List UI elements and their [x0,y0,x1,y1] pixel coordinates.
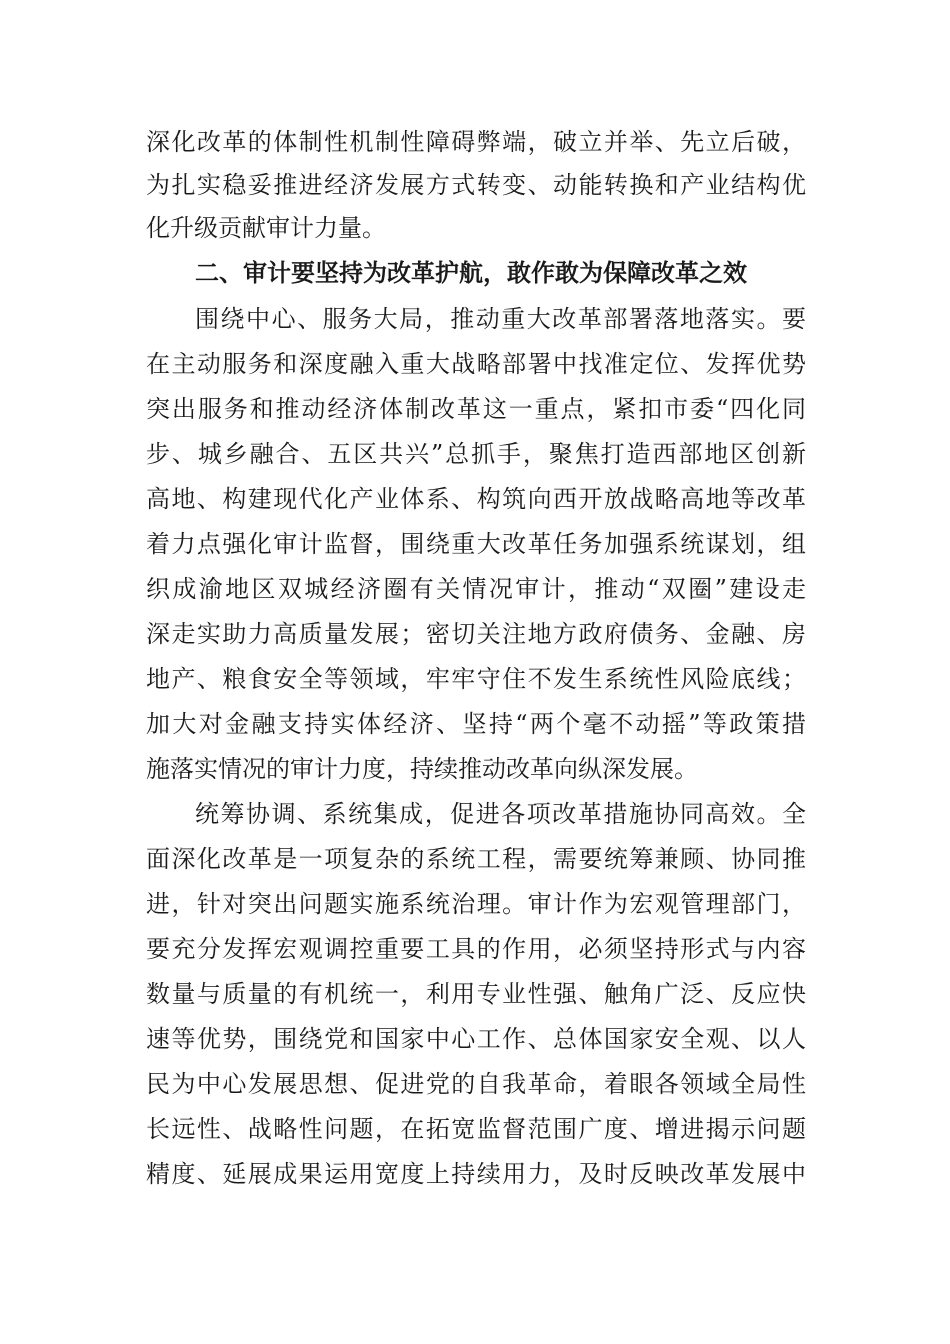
text-line: 着力点强化审计监督，围绕重大改革任务加强系统谋划，组 [146,530,806,558]
text-line: 在主动服务和深度融入重大战略部署中找准定位、发挥优势 [146,350,806,378]
text-line: 深走实助力高质量发展；密切关注地方政府债务、金融、房 [146,620,806,648]
text-line: 面深化改革是一项复杂的系统工程，需要统筹兼顾、协同推 [146,845,806,873]
text-line: 加大对金融支持实体经济、坚持“两个毫不动摇”等政策措 [146,710,806,738]
text-line: 施落实情况的审计力度，持续推动改革向纵深发展。 [146,755,698,783]
text-line: 进，针对突出问题实施系统治理。审计作为宏观管理部门， [146,890,806,918]
text-line: 高地、构建现代化产业体系、构筑向西开放战略高地等改革 [146,485,806,513]
paragraph-first-line: 围绕中心、服务大局，推动重大改革部署落地落实。要 [195,305,806,333]
text-line: 步、城乡融合、五区共兴”总抓手，聚焦打造西部地区创新 [146,440,806,468]
section-heading: 二、审计要坚持为改革护航，敢作敢为保障改革之效 [195,259,747,287]
text-line: 为扎实稳妥推进经济发展方式转变、动能转换和产业结构优 [146,171,806,199]
text-line: 数量与质量的有机统一，利用专业性强、触角广泛、反应快 [146,980,806,1008]
text-line: 要充分发挥宏观调控重要工具的作用，必须坚持形式与内容 [146,935,806,963]
text-line: 长远性、战略性问题，在拓宽监督范围广度、增进揭示问题 [146,1115,806,1143]
text-line: 深化改革的体制性机制性障碍弊端，破立并举、先立后破， [146,128,806,156]
text-line: 精度、延展成果运用宽度上持续用力，及时反映改革发展中 [146,1160,806,1188]
text-line: 速等优势，围绕党和国家中心工作、总体国家安全观、以人 [146,1025,806,1053]
text-line: 民为中心发展思想、促进党的自我革命，着眼各领域全局性 [146,1070,806,1098]
text-line: 地产、粮食安全等领域，牢牢守住不发生系统性风险底线； [146,665,806,693]
paragraph-first-line: 统筹协调、系统集成，促进各项改革措施协同高效。全 [195,800,806,828]
text-line: 突出服务和推动经济体制改革这一重点，紧扣市委“四化同 [146,395,806,423]
text-line: 织成渝地区双城经济圈有关情况审计，推动“双圈”建设走 [146,575,806,603]
text-line: 化升级贡献审计力量。 [146,214,386,242]
